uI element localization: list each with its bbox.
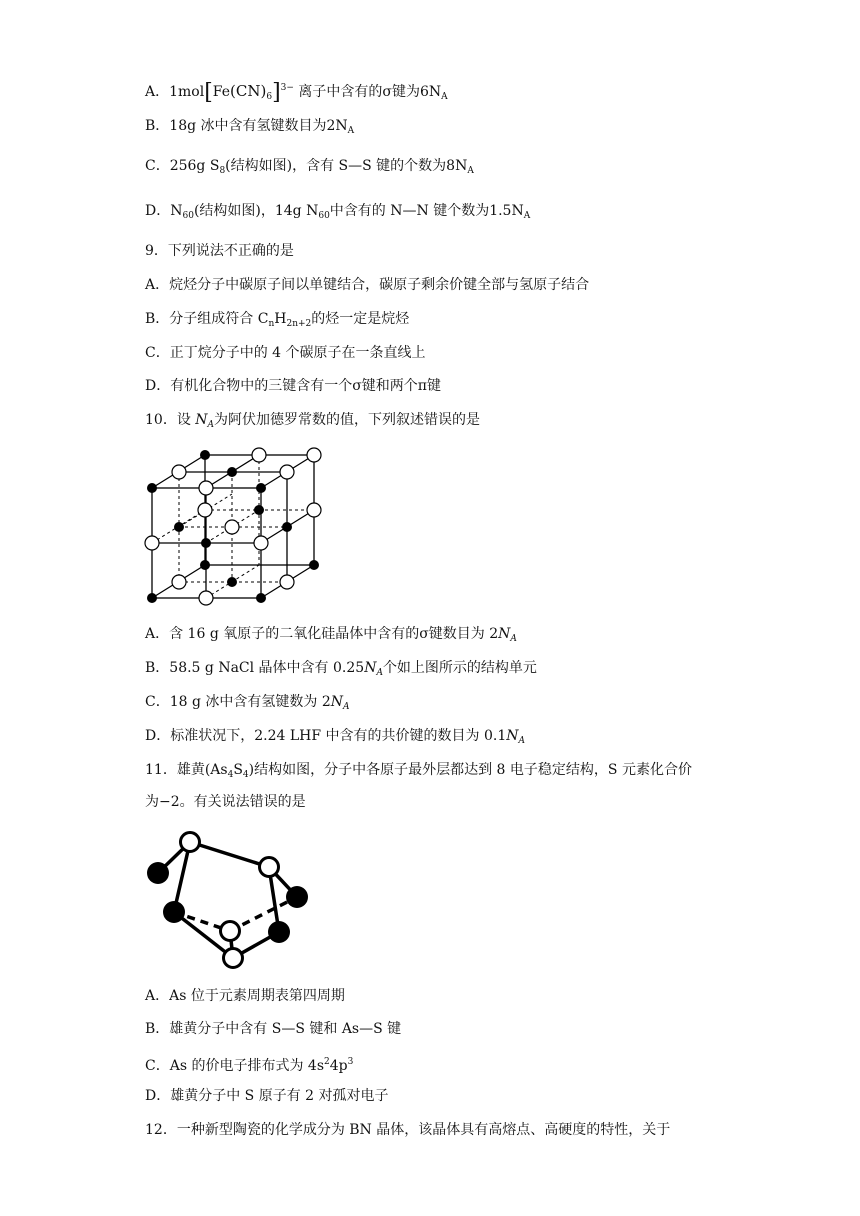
q8-option-d: D．$N_{60}$(结构如图)，14g $N_{60}$中含有的 N—N 键个数为$1.5N_A$: [145, 203, 531, 221]
q11-stem-line2: 为−2。有关说法错误的是: [145, 794, 306, 810]
q11-option-a: A．As 位于元素周期表第四周期: [145, 988, 345, 1004]
q11-option-b: B．雄黄分子中含有 S—S 键和 As—S 键: [145, 1021, 402, 1037]
realgar-structure-figure: [140, 826, 330, 972]
q8-option-a: A．$1mol[Fe(CN)_6]^{3-}$ 离子中含有的σ键为$6N_A$: [145, 80, 448, 105]
q8-option-b: B．18g 冰中含有氢键数目为$2N_A$: [145, 118, 355, 136]
q10-stem: 10．设 $N_A$为阿伏加德罗常数的值，下列叙述错误的是: [145, 412, 481, 430]
q9-option-c: C．正丁烷分子中的 4 个碳原子在一条直线上: [145, 345, 426, 361]
nacl-lattice-figure: [140, 440, 330, 612]
q9-option-d: D．有机化合物中的三键含有一个σ键和两个π键: [145, 378, 441, 394]
q11-option-d: D．雄黄分子中 S 原子有 2 对孤对电子: [145, 1088, 389, 1104]
q12-stem: 12．一种新型陶瓷的化学成分为 BN 晶体，该晶体具有高熔点、高硬度的特性，关于: [145, 1122, 671, 1138]
q9-option-b: B．分子组成符合 $C_nH_{2n+2}$的烃一定是烷烃: [145, 311, 410, 329]
q10-option-a: A．含 16 g 氧原子的二氧化硅晶体中含有的σ键数目为 $2N_A$: [145, 626, 517, 644]
q10-option-c: C．18 g 冰中含有氢键数为 $2N_A$: [145, 694, 350, 712]
q11-stem-line1: 11．雄黄$(As_4S_4)$结构如图，分子中各原子最外层都达到 8 电子稳定结构，S 元素化合价: [145, 762, 692, 780]
q9-stem: 9．下列说法不正确的是: [145, 243, 294, 259]
q10-option-d: D．标准状况下，2.24 LHF 中含有的共价键的数目为 $0.1N_A$: [145, 728, 525, 746]
q11-option-c: C．As 的价电子排布式为 $4s^24p^3$: [145, 1057, 354, 1074]
q10-option-b: B．58.5 g NaCl 晶体中含有 $0.25N_A$个如上图所示的结构单元: [145, 660, 537, 678]
q9-option-a: A．烷烃分子中碳原子间以单键结合，碳原子剩余价键全部与氢原子结合: [145, 277, 590, 293]
q8-option-c: C．256g $S_8$(结构如图)，含有 S—S 键的个数为$8N_A$: [145, 158, 474, 176]
